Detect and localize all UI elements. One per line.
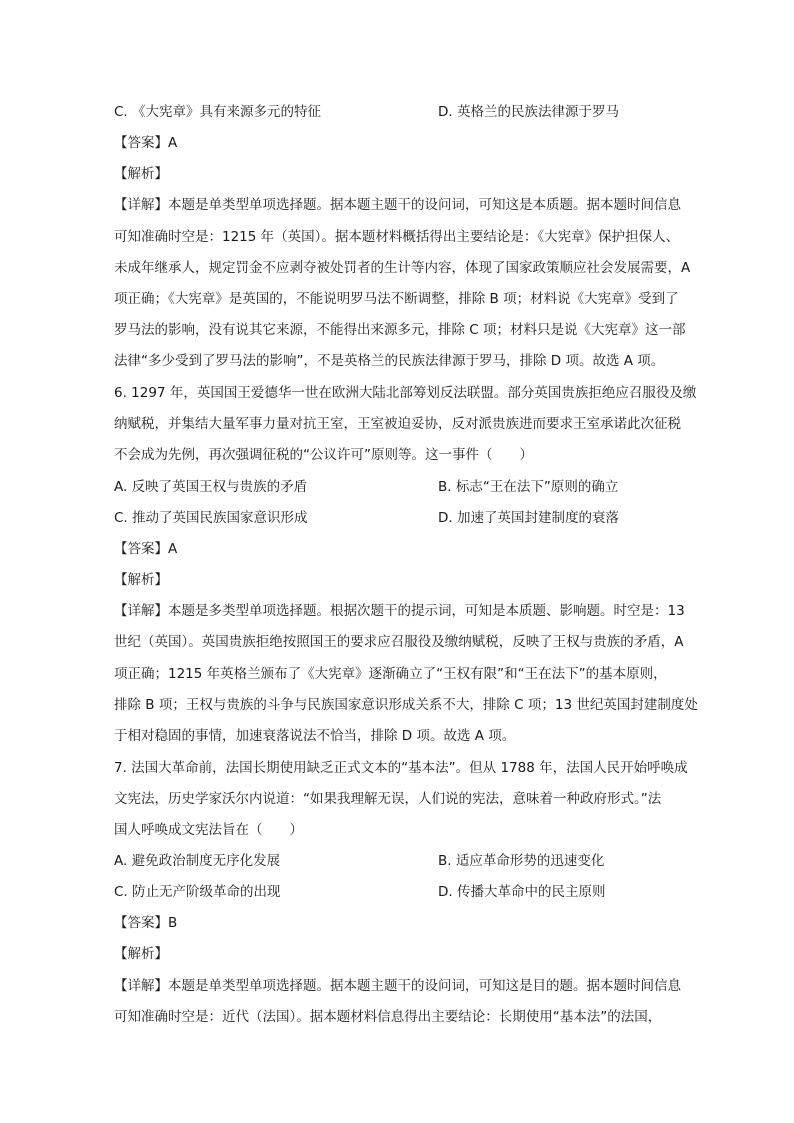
- q6-option-a: A. 反映了英国王权与贵族的矛盾: [114, 479, 308, 495]
- q7-option-c: C. 防止无产阶级革命的出现: [114, 884, 281, 900]
- q7-stem-line: 文宪法，历史学家沃尔内说道：“如果我理解无误，人们说的宪法，意味着一种政府形式。”法: [114, 791, 662, 807]
- q6-detail-line: 【详解】本题是多类型单项选择题。根据次题干的提示词，可知是本质题、影响题。时空是：13: [114, 603, 685, 619]
- q5-option-d: D. 英格兰的民族法律源于罗马: [438, 104, 619, 120]
- q5-detail-line: 法律“多少受到了罗马法的影响”，不是英格兰的民族法律源于罗马，排除 D 项。故选 A 项。: [114, 353, 665, 369]
- q6-analysis-label: 【解析】: [114, 572, 168, 588]
- q6-stem-line: 不会成为先例，再次强调征税的“公议许可”原则等。这一事件（ ）: [114, 447, 533, 463]
- q7-stem-line: 7. 法国大革命前，法国长期使用缺乏正式文本的“基本法”。但从 1788 年，法国人民开始呼唤成: [114, 760, 688, 776]
- q6-option-c: C. 推动了英国民族国家意识形成: [114, 510, 308, 526]
- q7-option-b: B. 适应革命形势的迅速变化: [438, 853, 605, 869]
- q7-answer: 【答案】B: [114, 915, 178, 931]
- q5-analysis-label: 【解析】: [114, 166, 168, 182]
- q5-detail-line: 罗马法的影响，没有说其它来源，不能得出来源多元，排除 C 项；材料只是说《大宪章》这一部: [114, 322, 686, 338]
- q7-option-a: A. 避免政治制度无序化发展: [114, 853, 281, 869]
- q6-detail-line: 排除 B 项；王权与贵族的斗争与民族国家意识形成关系不大，排除 C 项；13 世纪英国封建制度处: [114, 697, 698, 713]
- q7-stem-line: 国人呼唤成文宪法旨在（ ）: [114, 822, 303, 838]
- q7-option-d: D. 传播大革命中的民主原则: [438, 884, 606, 900]
- q6-option-b: B. 标志“王在法下”原则的确立: [438, 479, 619, 495]
- q6-detail-line: 世纪（英国）。英国贵族拒绝按照国王的要求应召服役及缴纳赋税，反映了王权与贵族的矛盾，A: [114, 634, 684, 650]
- q6-stem-line: 纳赋税，并集结大量军事力量对抗王室，王室被迫妥协，反对派贵族进而要求王室承诺此次征税: [114, 416, 681, 432]
- q5-detail-line: 项正确；《大宪章》是英国的，不能说明罗马法不断调整，排除 B 项；材料说《大宪章》受到了: [114, 291, 679, 307]
- q5-option-c: C. 《大宪章》具有来源多元的特征: [114, 104, 322, 120]
- q5-detail-line: 【详解】本题是单类型单项选择题。据本题主题干的设问词，可知这是本质题。据本题时间信息: [114, 197, 681, 213]
- q6-answer: 【答案】A: [114, 541, 178, 557]
- q5-answer: 【答案】A: [114, 135, 178, 151]
- q6-detail-line: 项正确；1215 年英格兰颁布了《大宪章》逐渐确立了“王权有限”和“王在法下”的基本原则，: [114, 666, 667, 682]
- q6-detail-line: 于相对稳固的事情，加速衰落说法不恰当，排除 D 项。故选 A 项。: [114, 728, 516, 744]
- q5-detail-line: 可知准确时空是：1215 年（英国）。据本题材料概括得出主要结论是：《大宪章》保护担保人、: [114, 229, 680, 245]
- q7-detail-line: 可知准确时空是：近代（法国）。据本题材料信息得出主要结论：长期使用“基本法”的法国，: [114, 1009, 662, 1025]
- q7-analysis-label: 【解析】: [114, 946, 168, 962]
- q6-stem-line: 6. 1297 年，英国国王爱德华一世在欧洲大陆北部筹划反法联盟。部分英国贵族拒绝应召服役及缴: [114, 385, 697, 401]
- q5-detail-line: 未成年继承人，规定罚金不应剥夺被处罚者的生计等内容，体现了国家政策顺应社会发展需要，A: [114, 260, 691, 276]
- q6-option-d: D. 加速了英国封建制度的衰落: [438, 510, 619, 526]
- q7-detail-line: 【详解】本题是单类型单项选择题。据本题主题干的设问词，可知这是目的题。据本题时间信息: [114, 978, 681, 994]
